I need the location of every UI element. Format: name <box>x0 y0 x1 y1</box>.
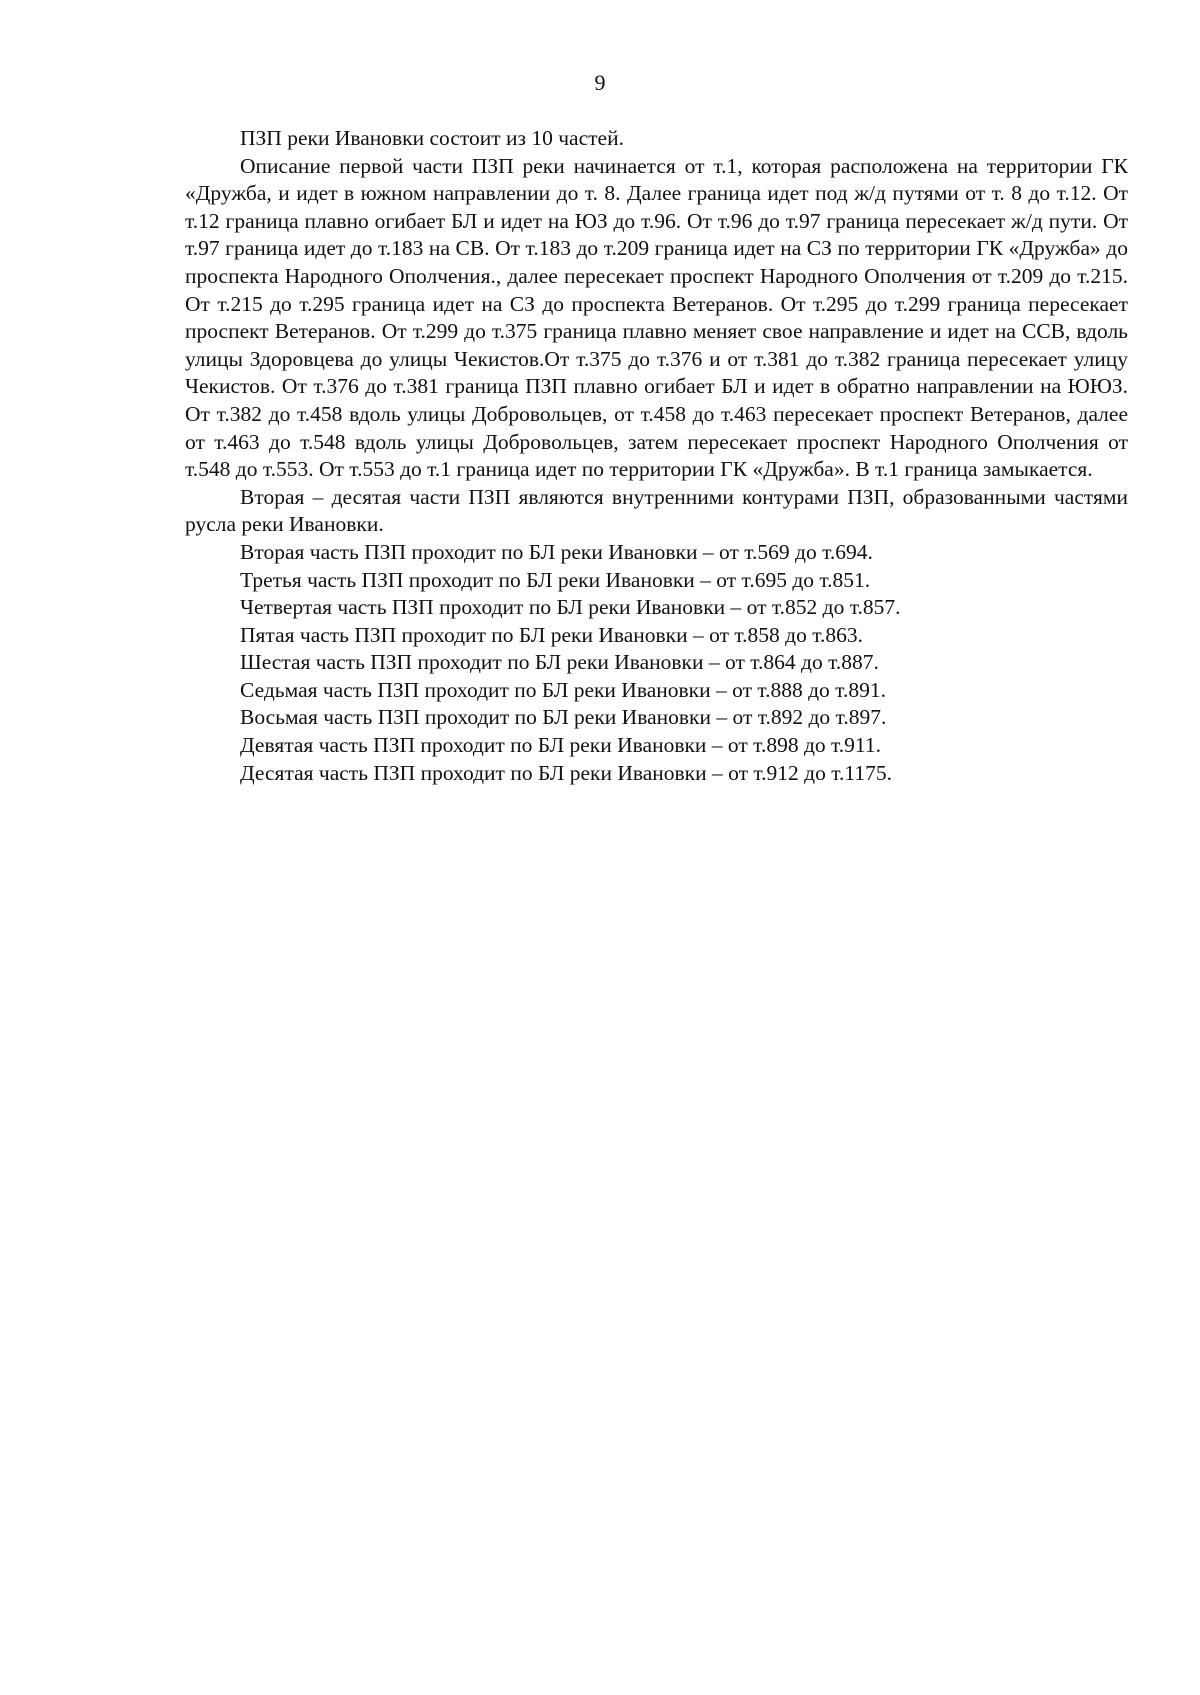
paragraph-part-4: Четвертая часть ПЗП проходит по БЛ реки Ивановки – от т.852 до т.857. <box>240 595 901 620</box>
paragraph-part-8: Восьмая часть ПЗП проходит по БЛ реки Ивановки – от т.892 до т.897. <box>240 705 887 730</box>
document-body <box>185 125 1128 787</box>
paragraph-part-5: Пятая часть ПЗП проходит по БЛ реки Ивановки – от т.858 до т.863. <box>240 622 863 647</box>
paragraph-part-7: Седьмая часть ПЗП проходит по БЛ реки Ивановки – от т.888 до т.891. <box>240 677 886 702</box>
paragraph-part-10: Десятая часть ПЗП проходит по БЛ реки Ивановки – от т.912 до т.1175. <box>240 760 892 785</box>
paragraph-part-3: Третья часть ПЗП проходит по БЛ реки Ивановки – от т.695 до т.851. <box>240 567 871 592</box>
paragraph-part-6: Шестая часть ПЗП проходит по БЛ реки Ивановки – от т.864 до т.887. <box>240 650 879 675</box>
paragraph-intro: ПЗП реки Ивановки состоит из 10 частей. <box>240 126 624 150</box>
paragraph-inner-contours: Вторая – десятая части ПЗП являются внутренними контурами ПЗП, образованными частями русла реки Ивановки. <box>185 484 1128 537</box>
paragraph-first-part-description: Описание первой части ПЗП реки начинается от т.1, которая расположена на территории ГК «Дружба, и идет в южном направлении до т. 8. Далее граница идет под ж/д путями от т. 8 до т.12. От т.12 граница плавно огибает БЛ и идет на ЮЗ до т.96. От т.96 до т.97 граница пересекает ж/д пути. От т.97 граница идет до т.183 на СВ. От т.183 до т.209 граница идет на СЗ по территории ГК «Дружба» до проспекта Народного Ополчения., далее пересекает проспект Народного Ополчения от т.209 до т.215. От т.215 до т.295 граница идет на СЗ до проспекта Ветеранов. От т.295 до т.299 граница пересекает проспект Ветеранов. От т.299 до т.375 граница плавно меняет свое направление и идет на ССВ, вдоль улицы Здоровцева до улицы Чекистов.От т.375 до т.376 и от т.381 до т.382 граница пересекает улицу Чекистов. От т.376 до т.381 граница ПЗП плавно огибает БЛ и идет в обратно направлении на ЮЮЗ. От т.382 до т.458 вдоль улицы Добровольцев, от т.458 до т.463 пересекает проспект Ветеранов, далее от т.463 до т.548 вдоль улицы Добровольцев, затем пересекает проспект Народного Ополчения от т.548 до т.553. От т.553 до т.1 граница идет по территории ГК «Дружба». В т.1 граница замыкается. <box>185 153 1128 482</box>
page-number: 9 <box>594 70 606 95</box>
paragraph-part-2: Вторая часть ПЗП проходит по БЛ реки Ивановки – от т.569 до т.694. <box>240 539 873 564</box>
paragraph-part-9: Девятая часть ПЗП проходит по БЛ реки Ивановки – от т.898 до т.911. <box>240 733 881 758</box>
